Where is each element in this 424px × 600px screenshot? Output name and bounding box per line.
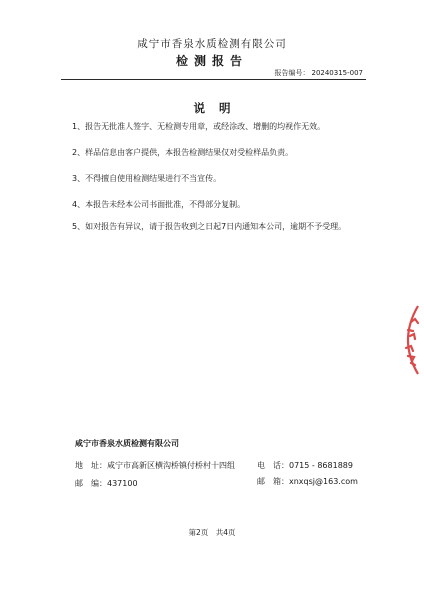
address-label: 地 址： bbox=[75, 461, 107, 470]
note-item: 5、如对报告有异议，请于报告收到之日起7日内通知本公司，逾期不予受理。 bbox=[72, 222, 347, 231]
note-item: 2、样品信息由客户提供，本报告检测结果仅对受检样品负责。 bbox=[72, 148, 294, 157]
note-item: 1、报告无批准人签字、无检测专用章，或经涂改、增删的均视作无效。 bbox=[72, 122, 326, 131]
section-title: 说明 bbox=[193, 101, 245, 115]
email-label: 邮 箱： bbox=[257, 477, 289, 486]
header-divider bbox=[61, 79, 366, 80]
phone-row bbox=[257, 460, 353, 471]
company-title: 咸宁市香泉水质检测有限公司 bbox=[137, 38, 287, 50]
postcode-row bbox=[75, 478, 138, 489]
note-item: 3、不得擅自使用检测结果进行不当宣传。 bbox=[72, 174, 222, 183]
phone-value: 0715 - 8681889 bbox=[289, 461, 353, 470]
postcode-value: 437100 bbox=[107, 479, 138, 488]
postcode-label: 邮 编： bbox=[75, 479, 107, 488]
footer-company-name: 咸宁市香泉水质检测有限公司 bbox=[75, 439, 179, 448]
report-number bbox=[274, 68, 363, 78]
page-indicator: 第2页 共4页 bbox=[188, 528, 236, 537]
email-value: xnxqsj@163.com bbox=[289, 477, 358, 486]
address-row bbox=[75, 460, 235, 471]
report-title: 检测报告 bbox=[175, 54, 248, 68]
report-number-label: 报告编号： bbox=[274, 69, 310, 77]
email-row bbox=[257, 476, 358, 487]
note-item: 4、本报告未经本公司书面批准，不得部分复制。 bbox=[72, 200, 246, 209]
address-value: 咸宁市高新区横沟桥镇付桥村十四组 bbox=[107, 461, 235, 470]
partial-red-seal-icon bbox=[396, 300, 424, 380]
phone-label: 电 话： bbox=[257, 461, 289, 470]
report-number-value: 20240315-007 bbox=[311, 69, 363, 77]
